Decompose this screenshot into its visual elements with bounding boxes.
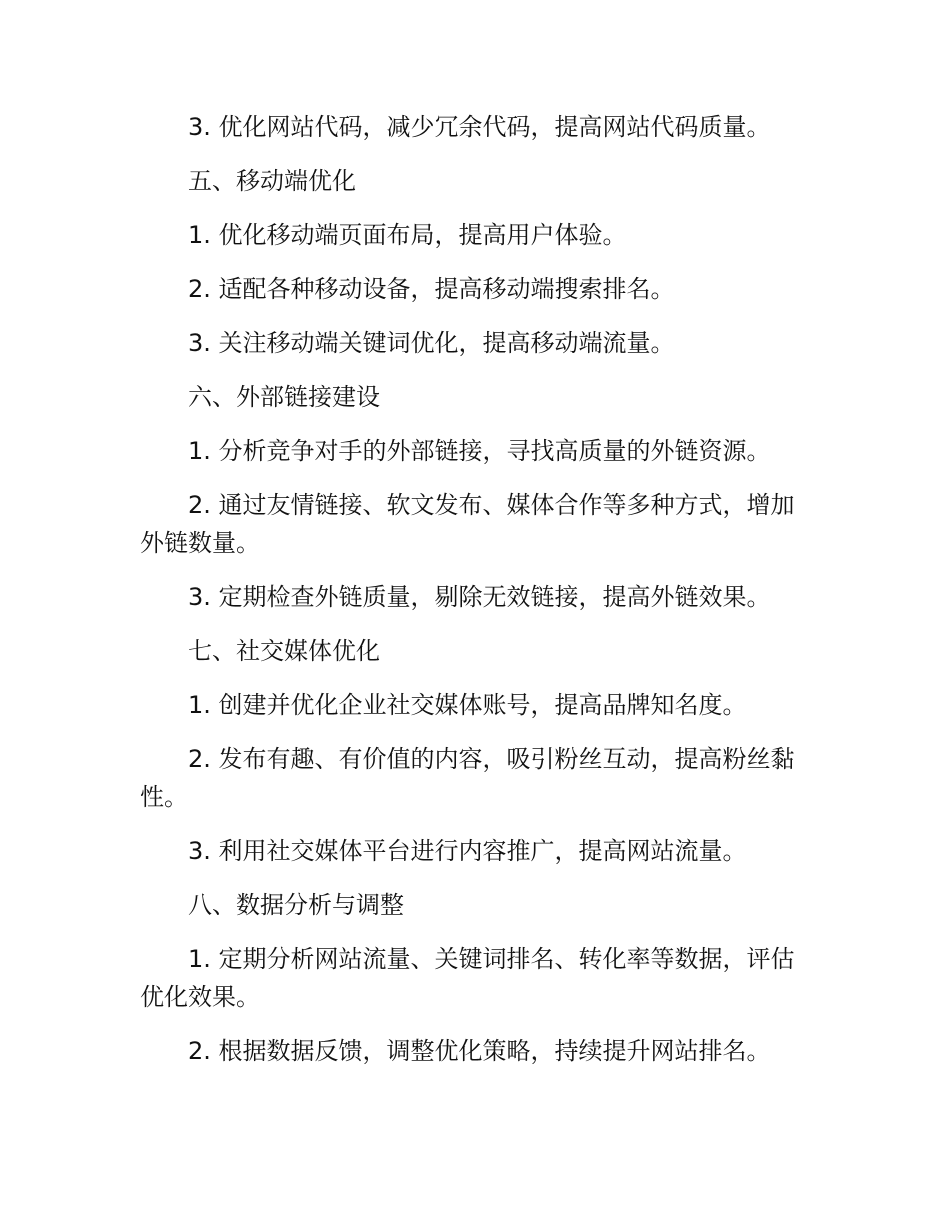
paragraph-social-accounts: 1. 创建并优化企业社交媒体账号，提高品牌知名度。 xyxy=(188,691,747,719)
document-page xyxy=(140,108,812,1070)
paragraph-traffic-analysis: 1. 定期分析网站流量、关键词排名、转化率等数据，评估优化效果。 xyxy=(140,945,795,1011)
heading-data-analysis: 八、数据分析与调整 xyxy=(188,891,404,919)
paragraph-mobile-keywords: 3. 关注移动端关键词优化，提高移动端流量。 xyxy=(188,329,675,357)
paragraph-link-quality-check: 3. 定期检查外链质量，剔除无效链接，提高外链效果。 xyxy=(188,583,771,611)
paragraph-mobile-devices: 2. 适配各种移动设备，提高移动端搜索排名。 xyxy=(188,275,675,303)
paragraph-strategy-adjustment: 2. 根据数据反馈，调整优化策略，持续提升网站排名。 xyxy=(188,1037,771,1065)
heading-external-links: 六、外部链接建设 xyxy=(188,383,380,411)
heading-social-media: 七、社交媒体优化 xyxy=(188,637,380,665)
heading-mobile-optimization: 五、移动端优化 xyxy=(188,167,356,195)
paragraph-code-quality: 3. 优化网站代码，减少冗余代码，提高网站代码质量。 xyxy=(188,113,771,141)
paragraph-social-promotion: 3. 利用社交媒体平台进行内容推广，提高网站流量。 xyxy=(188,837,747,865)
paragraph-mobile-layout: 1. 优化移动端页面布局，提高用户体验。 xyxy=(188,221,627,249)
paragraph-social-content: 2. 发布有趣、有价值的内容，吸引粉丝互动，提高粉丝黏性。 xyxy=(140,745,795,811)
paragraph-competitor-links: 1. 分析竞争对手的外部链接，寻找高质量的外链资源。 xyxy=(188,437,771,465)
paragraph-link-building-methods: 2. 通过友情链接、软文发布、媒体合作等多种方式，增加外链数量。 xyxy=(140,491,795,557)
